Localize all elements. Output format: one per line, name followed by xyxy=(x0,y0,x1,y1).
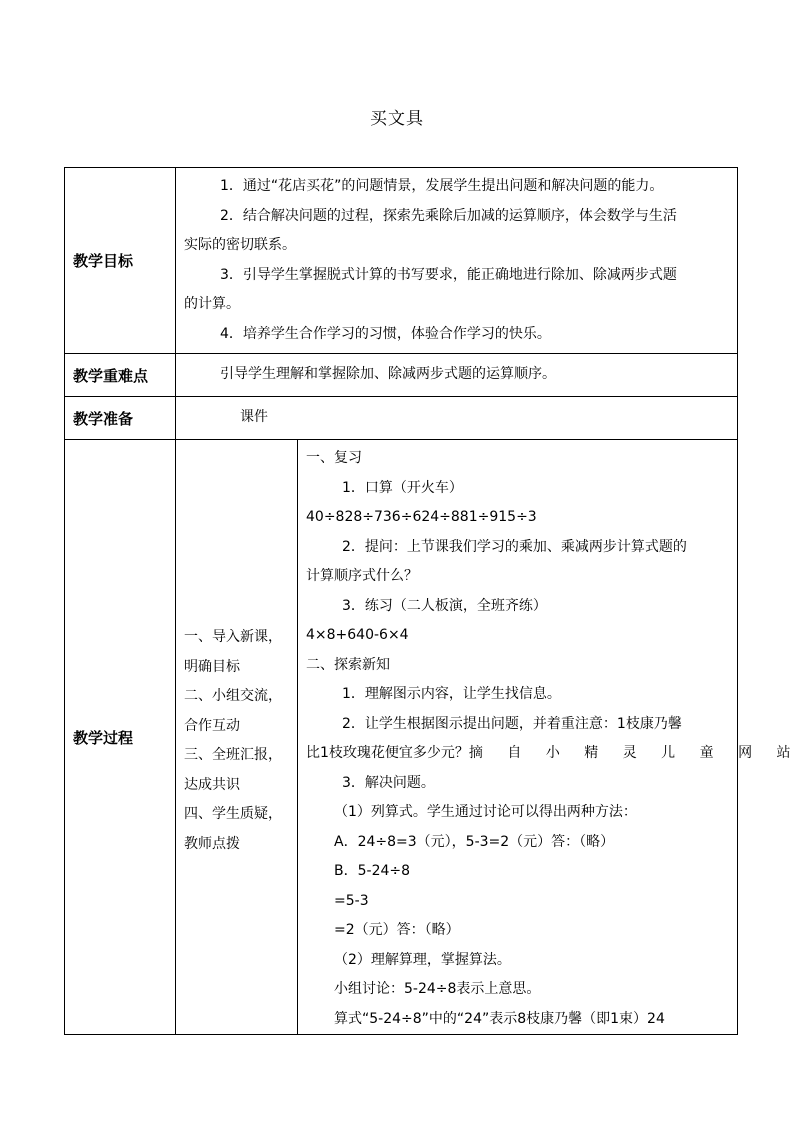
process-line: 小组讨论：5-24÷8表示上意思。 xyxy=(334,981,541,997)
objective-line: 3．引导学生掌握脱式计算的书写要求，能正确地进行除加、除减两步式题 xyxy=(220,266,677,283)
objectives-label: 教学目标 xyxy=(65,168,176,354)
process-line: 3．练习（二人板演，全班齐练） xyxy=(342,597,547,614)
page-title: 买文具 xyxy=(370,109,424,129)
lesson-plan-table xyxy=(64,167,801,1035)
process-line: 一、复习 xyxy=(306,450,362,466)
process-line: 40÷828÷736÷624÷881÷915÷3 xyxy=(306,509,537,525)
objectives-content xyxy=(176,168,738,354)
process-line: 2．让学生根据图示提出问题，并着重注意：1枝康乃馨 xyxy=(342,715,682,732)
objective-line: 2．结合解决问题的过程，探索先乘除后加减的运算顺序，体会数学与生活 xyxy=(220,207,677,224)
objective-line: 4．培养学生合作学习的习惯，体验合作学习的快乐。 xyxy=(220,325,551,342)
process-line: 计算顺序式什么？ xyxy=(306,568,418,584)
stage-line: 一、导入新课， xyxy=(184,629,282,645)
stage-line: 达成共识 xyxy=(184,776,240,793)
preparation-content xyxy=(176,397,738,440)
process-line: 二、探索新知 xyxy=(306,656,390,673)
process-line-text: 比1枝玫瑰花便宜多少元？ xyxy=(306,745,469,761)
process-line: （2）理解算理，掌握算法。 xyxy=(334,951,511,968)
process-line: 2．提问：上节课我们学习的乘加、乘减两步计算式题的 xyxy=(342,538,687,555)
key-points-row xyxy=(65,354,738,397)
preparation-text: 课件 xyxy=(240,409,268,426)
process-line xyxy=(306,739,801,769)
stage-line: 明确目标 xyxy=(184,658,240,675)
process-content xyxy=(298,440,801,1035)
objective-line: 实际的密切联系。 xyxy=(184,237,296,253)
key-points-label: 教学重难点 xyxy=(65,354,176,397)
key-points-text: 引导学生理解和掌握除加、除减两步式题的运算顺序。 xyxy=(220,366,556,383)
source-watermark: 摘 自 小 精 灵 儿 童 网 站 xyxy=(468,745,801,761)
stage-line: 教师点拨 xyxy=(184,835,240,852)
process-row xyxy=(65,440,738,1035)
process-line: =5-3 xyxy=(334,892,369,909)
process-line: 4×8+640-6×4 xyxy=(306,627,409,643)
process-line: 1．理解图示内容，让学生找信息。 xyxy=(342,686,561,702)
stage-line: 合作互动 xyxy=(184,717,240,734)
stage-line: 四、学生质疑， xyxy=(184,806,282,822)
process-line: 1．口算（开火车） xyxy=(342,479,463,496)
preparation-row xyxy=(65,397,738,440)
preparation-label: 教学准备 xyxy=(65,397,176,440)
objectives-row xyxy=(65,168,738,354)
stage-line: 三、全班汇报， xyxy=(184,747,282,763)
process-line: B．5-24÷8 xyxy=(334,863,411,879)
process-line: （1）列算式。学生通过讨论可以得出两种方法： xyxy=(334,804,637,820)
stage-line: 二、小组交流， xyxy=(184,688,282,704)
process-label: 教学过程 xyxy=(65,440,176,1035)
objective-line: 的计算。 xyxy=(184,296,240,312)
process-line: 3．解决问题。 xyxy=(342,774,435,791)
process-stages xyxy=(176,440,298,1035)
process-line: =2（元）答：（略） xyxy=(334,922,460,938)
objective-line: 1．通过“花店买花”的问题情景，发展学生提出问题和解决问题的能力。 xyxy=(220,178,664,194)
key-points-content xyxy=(176,354,738,397)
process-line: A．24÷8=3（元），5-3=2（元）答：（略） xyxy=(334,833,615,850)
process-line: 算式“5-24÷8”中的“24”表示8枝康乃馨（即1束）24 xyxy=(334,1010,665,1027)
